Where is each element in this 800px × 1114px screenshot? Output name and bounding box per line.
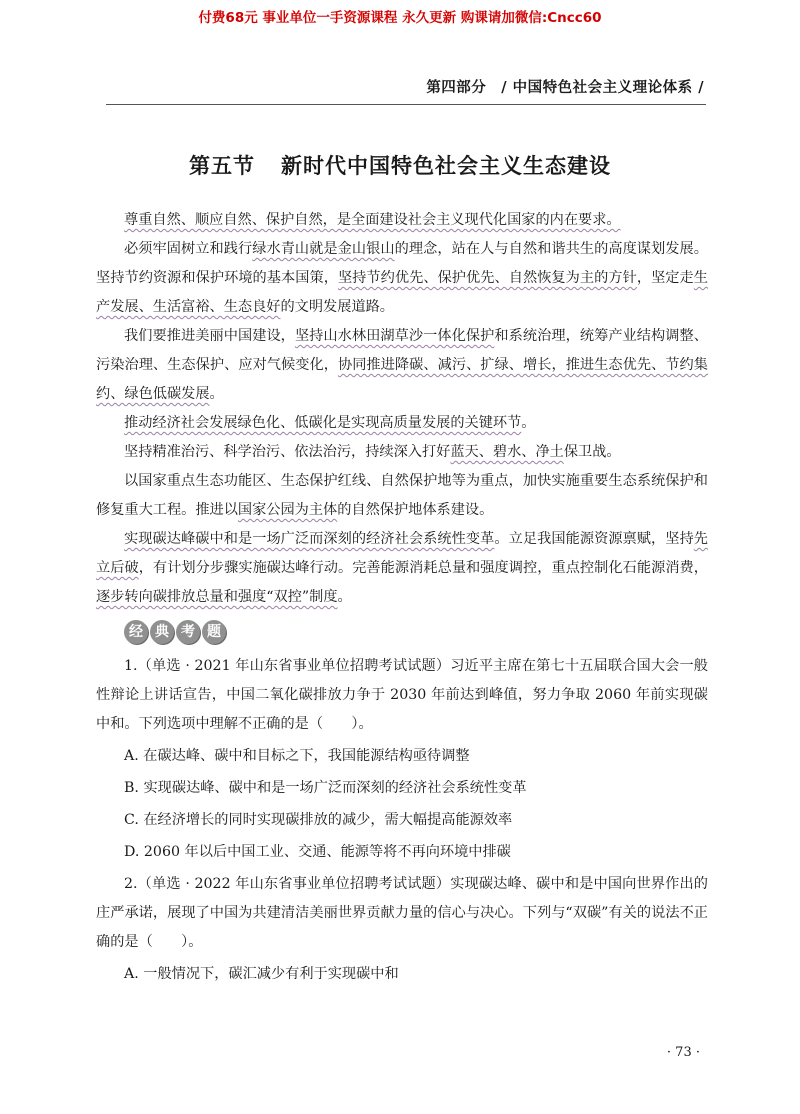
paragraph: 坚持精准治污、科学治污、依法治污，持续深入打好蓝天、碧水、净土保卫战。 [124, 444, 621, 460]
option-c: C. 在经济增长的同时实现碳排放的减少，需大幅提高能源效率 [124, 812, 513, 828]
header-rule [106, 104, 706, 105]
highlight-text: 先立后破 [96, 531, 708, 576]
classic-exam-badge [124, 620, 708, 644]
section-heading: 新时代中国特色社会主义生态建设 [281, 153, 611, 178]
section-title [0, 150, 800, 180]
highlight-text: 尊重自然、顺应自然、保护自然，是全面建设社会主义现代化国家的内在要求。 [124, 212, 621, 228]
paragraph: 以国家重点生态功能区、生态保护红线、自然保护地等为重点，加快实施重要生态系统保护和修复重大工程。推进以国家公园为主体的自然保护地体系建设。 [96, 473, 708, 518]
paragraph: 我们要推进美丽中国建设，坚持山水林田湖草沙一体化保护和系统治理，统筹产业结构调整、污染治理、生态保护、应对气候变化，协同推进降碳、减污、扩绿、增长，推进生态优先、节约集约、绿色低碳发展。 [96, 328, 708, 402]
paragraph [96, 206, 708, 235]
option-d: D. 2060 年以后中国工业、交通、能源等将不再向环境中排碳 [124, 844, 511, 860]
question-2 [96, 870, 708, 989]
paragraph: 必须牢固树立和践行绿水青山就是金山银山的理念，站在人与自然和谐共生的高度谋划发展。坚持节约资源和保护环境的基本国策，坚持节约优先、保护优先、自然恢复为主的方针，坚定走生产发展、生活富裕、生态良好的文明发展道路。 [96, 241, 708, 315]
highlight-text: 绿水青山就是金山银山 [252, 241, 395, 257]
highlight-text: 生产发展、生活富裕、生态良好 [96, 270, 708, 315]
question-stem: 1.（单选 · 2021 年山东省事业单位招聘考试试题）习近平主席在第七十五届联合国大会一般性辩论上讲话宣告，中国二氧化碳排放力争于 2030 年前达到峰值，努力争取 2060 年前实现碳中和。下列选项中理解不正确的是（ ）。 [96, 658, 708, 732]
badge-char: 典 [150, 620, 174, 644]
option-b: B. 实现碳达峰、碳中和是一场广泛而深刻的经济社会系统性变革 [124, 780, 527, 796]
section-number: 第五节 [189, 153, 255, 178]
question-1 [96, 652, 708, 867]
highlight-text: 坚持节约优先、保护优先、自然恢复为主的方针 [337, 270, 637, 286]
highlight-text: 坚持山水林田湖草沙一体化保护 [294, 328, 495, 344]
paragraph: 实现碳达峰碳中和是一场广泛而深刻的经济社会系统性变革。立足我国能源资源禀赋，坚持先立后破，有计划分步骤实施碳达峰行动。完善能源消耗总量和强度调控，重点控制化石能源消费，逐步转向碳排放总量和强度“双控”制度。 [96, 531, 708, 605]
paragraph: 推动经济社会发展绿色化、低碳化是实现高质量发展的关键环节。 [124, 415, 536, 431]
highlight-text: 协同推进降碳、减污、扩绿、增长，推进生态优先、节约集约、绿色低碳发展 [96, 357, 708, 402]
highlight-text: 实现碳达峰碳中和是一场广泛而深刻的经济社会系统性变革 [124, 531, 495, 547]
badge-char: 考 [176, 620, 200, 644]
question-stem: 2.（单选 · 2022 年山东省事业单位招聘考试试题）实现碳达峰、碳中和是中国向世界作出的庄严承诺，展现了中国为共建清洁美丽世界贡献力量的信心与决心。下列与“双碳”有关的说法不正确的是（ ）。 [96, 876, 708, 950]
promo-banner: 付费68元 事业单位一手资源课程 永久更新 购课请加微信:Cncc60 [198, 10, 602, 26]
running-header: 第四部分 / 中国特色社会主义理论体系 / [426, 79, 704, 96]
highlight-text: 国家公园为主体 [237, 502, 338, 518]
option-a: A. 在碳达峰、碳中和目标之下，我国能源结构亟待调整 [124, 748, 470, 764]
highlight-text: 逐步转向碳排放总量和强度“双控”制度 [96, 589, 338, 605]
option-a: A. 一般情况下，碳汇减少有利于实现碳中和 [124, 966, 399, 982]
highlight-text: 蓝天、碧水、净土 [450, 444, 564, 460]
page-number: · 73 · [666, 1045, 700, 1060]
body-content [96, 206, 708, 989]
badge-char: 题 [202, 620, 226, 644]
highlight-text: 推动经济社会发展绿色化、低碳化是实现高质量发展的关键环节 [124, 415, 522, 431]
badge-char: 经 [124, 620, 148, 644]
